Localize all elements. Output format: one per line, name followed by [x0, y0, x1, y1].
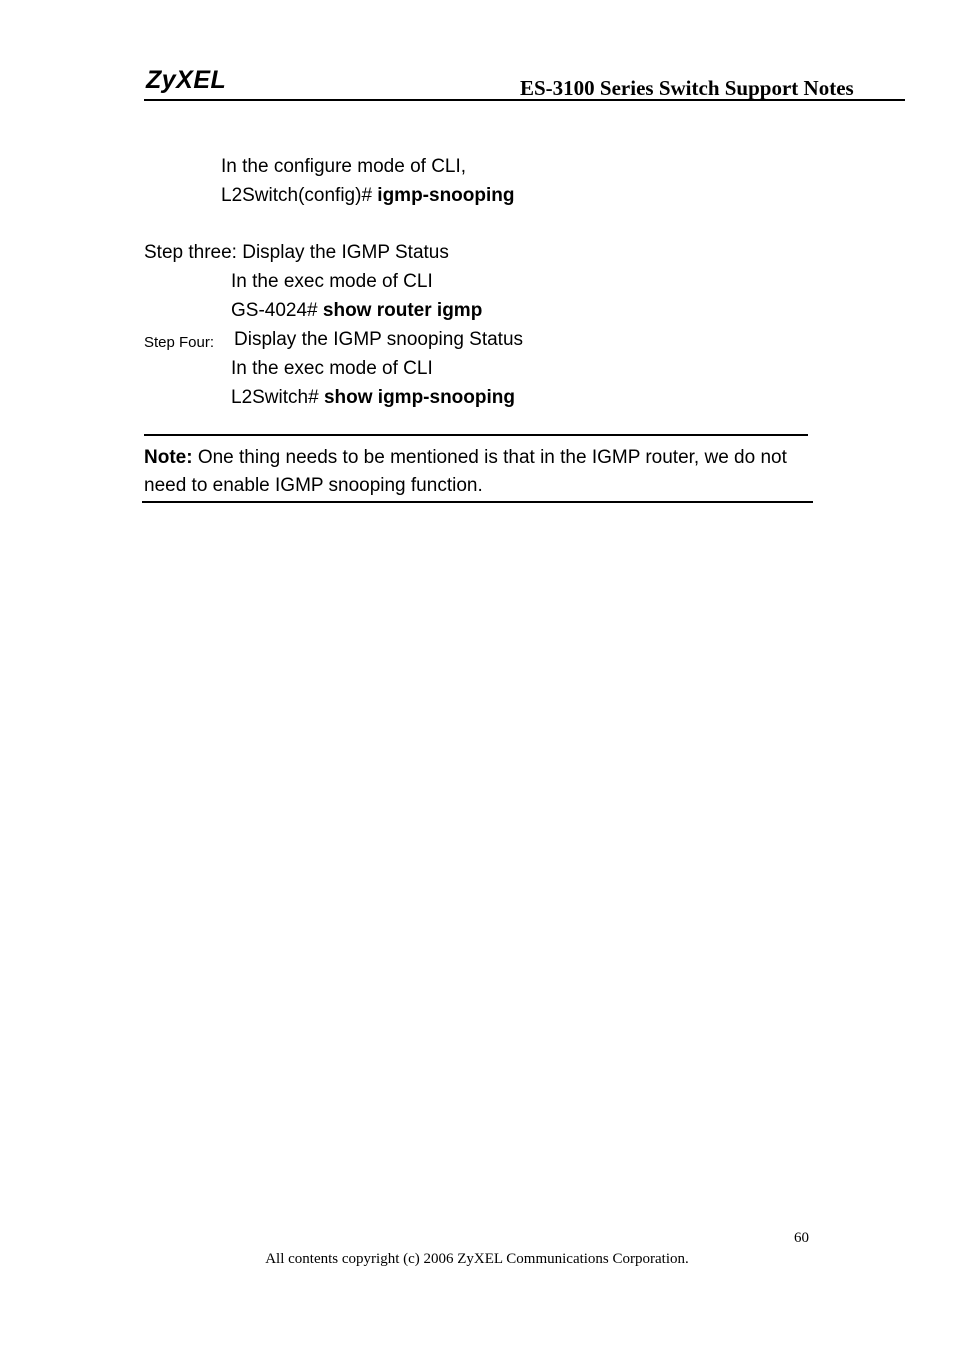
header-divider: [144, 99, 905, 101]
step-three-intro: In the exec mode of CLI: [231, 271, 433, 292]
step-three-command: show router igmp: [322, 300, 483, 321]
copyright-footer: All contents copyright (c) 2006 ZyXEL Communications Corporation.: [265, 1251, 689, 1267]
note-text: One thing needs to be mentioned is that in the IGMP router, we do not need to enable IGMP snooping function.: [144, 447, 787, 496]
note-bottom-divider: [142, 501, 813, 503]
document-title: ES-3100 Series Switch Support Notes: [520, 76, 854, 100]
step-four-prompt: L2Switch#: [231, 387, 324, 408]
step-three-command-line: [231, 300, 482, 322]
page-number: 60: [794, 1230, 809, 1246]
note-label: Note:: [144, 447, 193, 468]
step-three-heading: Step three: Display the IGMP Status: [144, 242, 449, 263]
zyxel-logo: ZyXEL: [146, 66, 227, 94]
step-three-prompt: GS-4024#: [231, 300, 323, 321]
configure-intro: In the configure mode of CLI,: [221, 156, 467, 177]
step-four-label: Step Four:: [144, 334, 215, 351]
configure-command: igmp-snooping: [377, 185, 515, 206]
configure-command-line: [221, 185, 515, 207]
note-box: [144, 444, 814, 500]
step-four-command: show igmp-snooping: [323, 387, 515, 408]
configure-prompt: L2Switch(config)#: [221, 185, 378, 206]
step-four-heading: Display the IGMP snooping Status: [234, 329, 524, 350]
step-four-intro: In the exec mode of CLI: [231, 358, 433, 379]
step-four-command-line: [231, 387, 515, 409]
note-top-divider: [144, 434, 808, 436]
